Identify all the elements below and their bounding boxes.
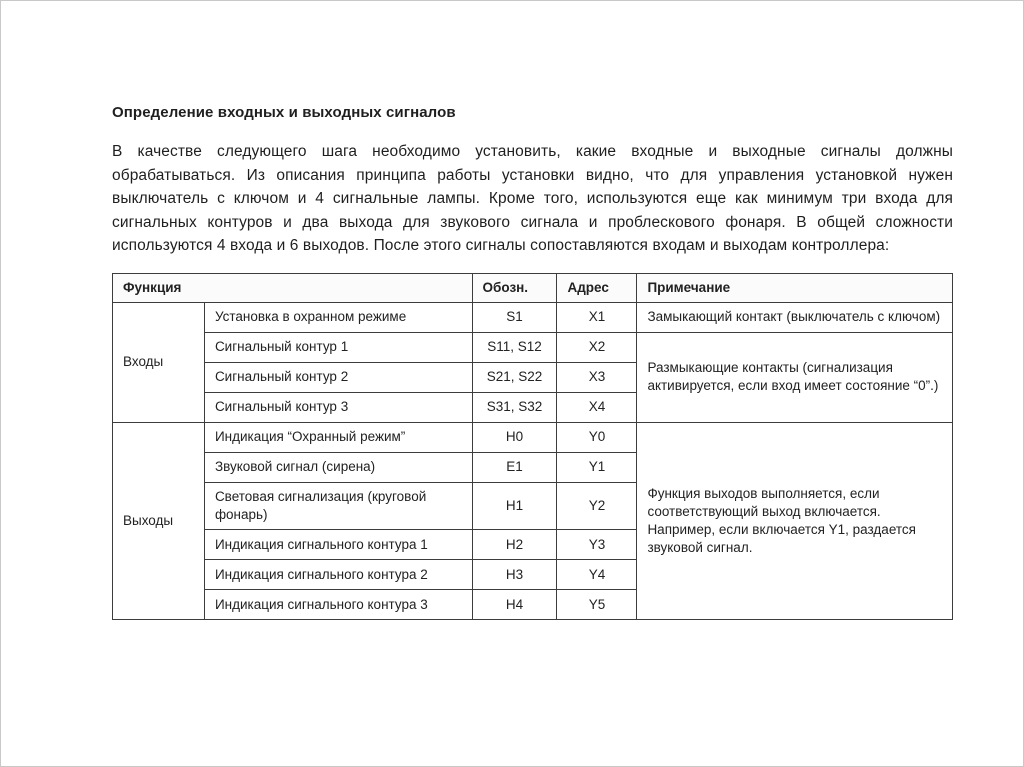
address-cell: X2 xyxy=(557,332,637,362)
address-cell: Y0 xyxy=(557,422,637,452)
address-cell: Y2 xyxy=(557,482,637,529)
designation-cell: E1 xyxy=(472,452,557,482)
designation-cell: S21, S22 xyxy=(472,362,557,392)
header-designation: Обозн. xyxy=(472,273,557,302)
designation-cell: S11, S12 xyxy=(472,332,557,362)
designation-cell: S31, S32 xyxy=(472,392,557,422)
header-function: Функция xyxy=(113,273,473,302)
address-cell: X4 xyxy=(557,392,637,422)
signal-desc-cell: Сигнальный контур 1 xyxy=(204,332,472,362)
address-cell: Y4 xyxy=(557,560,637,590)
header-note: Примечание xyxy=(637,273,953,302)
designation-cell: H4 xyxy=(472,590,557,620)
function-group-cell: Входы xyxy=(113,302,205,422)
function-group-cell: Выходы xyxy=(113,422,205,619)
address-cell: X1 xyxy=(557,302,637,332)
table-row xyxy=(113,302,953,332)
signal-desc-cell: Индикация сигнального контура 2 xyxy=(204,560,472,590)
signals-table-body xyxy=(113,302,953,619)
table-row xyxy=(113,332,953,362)
address-cell: Y3 xyxy=(557,530,637,560)
designation-cell: H3 xyxy=(472,560,557,590)
table-header-row xyxy=(113,273,953,302)
header-address: Адрес xyxy=(557,273,637,302)
signal-desc-cell: Установка в охранном режиме xyxy=(204,302,472,332)
signal-desc-cell: Индикация сигнального контура 3 xyxy=(204,590,472,620)
signal-desc-cell: Световая сигнализация (круговой фонарь) xyxy=(204,482,472,529)
document-content xyxy=(112,104,953,620)
designation-cell: H1 xyxy=(472,482,557,529)
signal-desc-cell: Сигнальный контур 3 xyxy=(204,392,472,422)
note-cell: Замыкающий контакт (выключатель с ключом) xyxy=(637,302,953,332)
signal-desc-cell: Звуковой сигнал (сирена) xyxy=(204,452,472,482)
address-cell: Y5 xyxy=(557,590,637,620)
signals-table xyxy=(112,273,953,621)
signal-desc-cell: Индикация “Охранный режим” xyxy=(204,422,472,452)
designation-cell: H0 xyxy=(472,422,557,452)
designation-cell: S1 xyxy=(472,302,557,332)
address-cell: X3 xyxy=(557,362,637,392)
intro-paragraph: В качестве следующего шага необходимо установить, какие входные и выходные сигналы должны обрабатываться. Из описания принципа работы установки видно, что для управления установкой нужен выключатель с ключом и 4 сигнальные лампы. Кроме того, используются еще как минимум три входа для сигнальных контуров и два выхода для звукового сигнала и проблескового фонаря. В общей сложности используются 4 входа и 6 выходов. После этого сигналы сопоставляются входам и выходам контроллера: xyxy=(112,143,953,255)
table-row xyxy=(113,422,953,452)
signal-desc-cell: Сигнальный контур 2 xyxy=(204,362,472,392)
designation-cell: H2 xyxy=(472,530,557,560)
note-cell: Размыкающие контакты (сигнализация активируется, если вход имеет состояние “0”.) xyxy=(637,332,953,422)
address-cell: Y1 xyxy=(557,452,637,482)
page-title: Определение входных и выходных сигналов xyxy=(112,104,456,121)
note-cell: Функция выходов выполняется, если соответствующий выход включается. Например, если включается Y1, раздается звуковой сигнал. xyxy=(637,422,953,619)
signal-desc-cell: Индикация сигнального контура 1 xyxy=(204,530,472,560)
